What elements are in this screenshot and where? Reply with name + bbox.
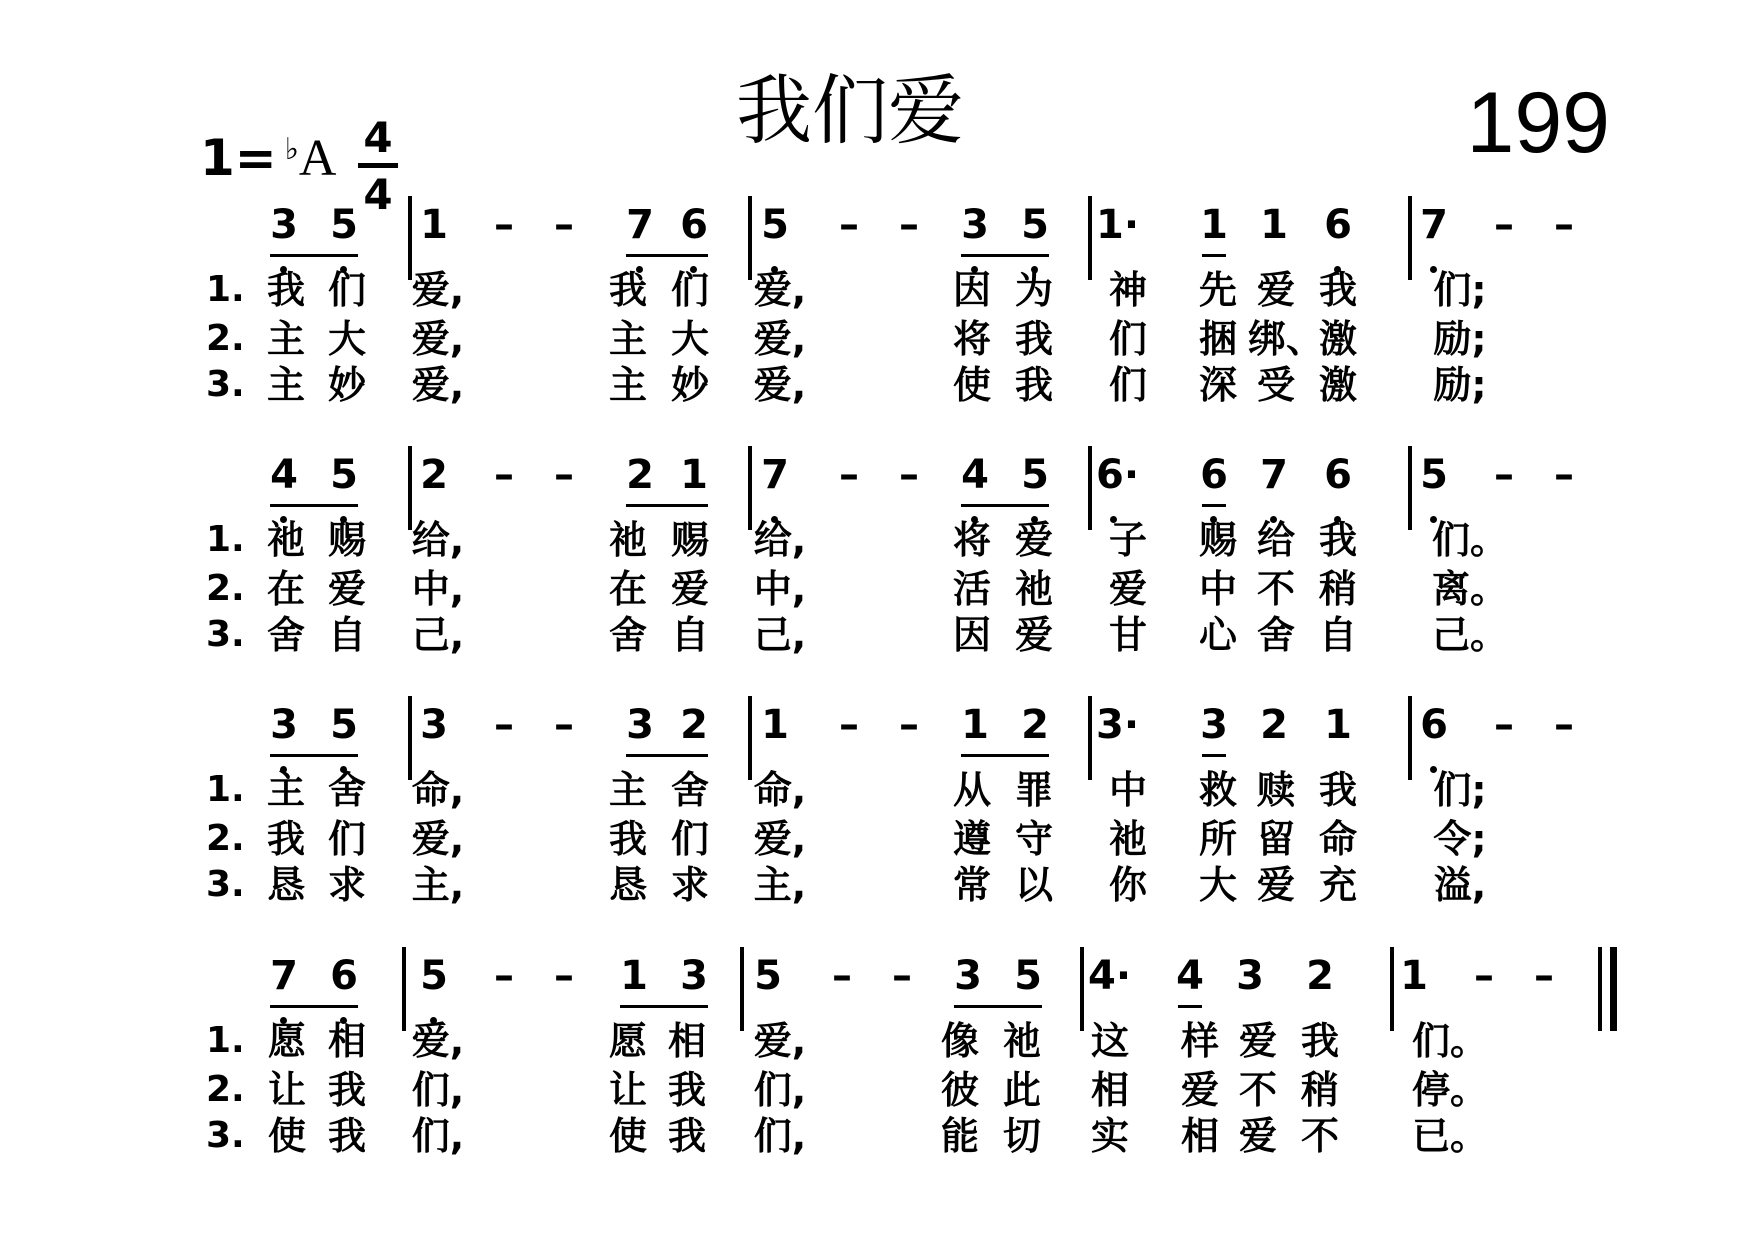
- note-number: 6: [330, 953, 358, 999]
- note-number: 5: [420, 953, 448, 999]
- note-number: 2: [420, 452, 448, 498]
- lyric-syllable: 求: [670, 863, 709, 907]
- lyric-syllable: 深: [1198, 363, 1237, 407]
- lyric-syllable: 因: [952, 613, 991, 657]
- eighth-beam: [961, 254, 1049, 257]
- lyric-syllable: 不: [1256, 567, 1295, 611]
- dash-extension: –: [1494, 452, 1514, 498]
- note-number: 5: [1014, 953, 1042, 999]
- lyric-syllable: 愿: [267, 1019, 306, 1063]
- lyric-syllable: 主: [608, 768, 647, 812]
- note-number: 6·: [1096, 452, 1140, 498]
- lyric-syllable: 爱: [1108, 567, 1147, 611]
- verse-number: 2.: [206, 318, 245, 359]
- lyric-syllable: 我: [667, 1068, 706, 1112]
- eighth-beam: [961, 504, 1049, 507]
- lyric-syllable: 爱: [670, 567, 709, 611]
- lyric-syllable: 此: [1002, 1068, 1041, 1112]
- dash-extension: –: [494, 202, 514, 248]
- eighth-beam: [626, 754, 708, 757]
- lyric-syllable: 我: [1014, 317, 1053, 361]
- lyric-syllable: 主,: [411, 863, 465, 907]
- verse-number: 3.: [206, 614, 245, 655]
- note-number: 1: [961, 702, 989, 748]
- note-number: 4: [1176, 953, 1204, 999]
- lyric-syllable: 们。: [1432, 518, 1509, 562]
- lyric-syllable: 切: [1002, 1114, 1041, 1158]
- lyric-syllable: 们: [327, 817, 366, 861]
- lyric-syllable: 己,: [411, 613, 465, 657]
- lyric-syllable: 活: [952, 567, 991, 611]
- note-number: 3: [270, 202, 298, 248]
- lyric-syllable: 离。: [1432, 567, 1509, 611]
- barline: [740, 947, 744, 1031]
- lyric-syllable: 让: [267, 1068, 306, 1112]
- lyric-syllable: 你: [1108, 863, 1147, 907]
- verse-number: 1.: [206, 519, 245, 560]
- dash-extension: –: [839, 202, 859, 248]
- lyric-syllable: 们: [1108, 363, 1147, 407]
- lyric-syllable: 爱: [1238, 1114, 1277, 1158]
- note-number: 3: [680, 953, 708, 999]
- note-number: 1: [620, 953, 648, 999]
- lyric-syllable: 我: [1014, 363, 1053, 407]
- lyric-syllable: 爱,: [411, 1019, 465, 1063]
- dash-extension: –: [899, 702, 919, 748]
- lyric-syllable: 祂: [1014, 567, 1053, 611]
- lyric-syllable: 留: [1256, 817, 1295, 861]
- music-system: [0, 700, 1754, 950]
- note-number: 2: [1260, 702, 1288, 748]
- dash-extension: –: [1534, 953, 1554, 999]
- note-number: 3: [961, 202, 989, 248]
- lyric-syllable: 爱,: [753, 363, 807, 407]
- lyric-syllable: 像: [940, 1019, 979, 1063]
- lyric-syllable: 主: [608, 317, 647, 361]
- note-number: 6: [680, 202, 708, 248]
- lyric-syllable: 赎: [1256, 768, 1295, 812]
- lyric-syllable: 励;: [1433, 317, 1487, 361]
- lyric-syllable: 爱,: [411, 317, 465, 361]
- lyric-syllable: 相: [1180, 1114, 1219, 1158]
- music-system: [0, 200, 1754, 450]
- lyric-syllable: 子: [1108, 518, 1147, 562]
- lyric-syllable: 守: [1014, 817, 1053, 861]
- note-number: 4: [270, 452, 298, 498]
- lyric-syllable: 爱,: [411, 817, 465, 861]
- note-number: 5: [1420, 452, 1448, 498]
- verse-number: 1.: [206, 1020, 245, 1061]
- final-barline-thick: [1610, 947, 1617, 1031]
- verse-number: 3.: [206, 364, 245, 405]
- note-number: 4: [961, 452, 989, 498]
- note-number: 7: [1260, 452, 1288, 498]
- lyric-syllable: 命,: [411, 768, 465, 812]
- lyric-syllable: 将: [952, 518, 991, 562]
- lyric-syllable: 大: [1198, 863, 1237, 907]
- lyric-syllable: 爱: [1014, 613, 1053, 657]
- verse-number: 2.: [206, 818, 245, 859]
- barline: [1088, 696, 1092, 780]
- eighth-beam: [954, 1005, 1042, 1008]
- verse-number: 1.: [206, 769, 245, 810]
- lyric-syllable: 爱,: [753, 268, 807, 312]
- lyric-syllable: 自: [670, 613, 709, 657]
- lyric-syllable: 们;: [1433, 768, 1487, 812]
- note-number: 1: [420, 202, 448, 248]
- eighth-beam: [270, 254, 358, 257]
- lyric-syllable: 们: [670, 817, 709, 861]
- lyric-syllable: 溢,: [1433, 863, 1487, 907]
- barline: [1088, 196, 1092, 280]
- lyric-syllable: 命: [1318, 817, 1357, 861]
- lyric-syllable: 让: [608, 1068, 647, 1112]
- dash-extension: –: [494, 452, 514, 498]
- eighth-beam: [1202, 504, 1226, 507]
- note-number: 7: [761, 452, 789, 498]
- lyric-syllable: 激: [1318, 363, 1357, 407]
- lyric-syllable: 赐: [1198, 518, 1237, 562]
- note-number: 1: [1400, 953, 1428, 999]
- lyric-syllable: 使: [267, 1114, 306, 1158]
- lyric-syllable: 因: [952, 268, 991, 312]
- note-number: 6: [1324, 202, 1352, 248]
- eighth-beam: [270, 1005, 358, 1008]
- note-number: 5: [330, 702, 358, 748]
- eighth-beam: [270, 754, 358, 757]
- lyric-syllable: 爱,: [411, 363, 465, 407]
- lyric-syllable: 主: [266, 768, 305, 812]
- lyric-syllable: 为: [1014, 268, 1053, 312]
- lyric-syllable: 祂: [1108, 817, 1147, 861]
- lyric-syllable: 我: [1318, 268, 1357, 312]
- note-number: 3: [626, 702, 654, 748]
- lyric-syllable: 主: [608, 363, 647, 407]
- lyric-syllable: 妙: [670, 363, 709, 407]
- lyric-syllable: 心: [1198, 613, 1237, 657]
- lyric-syllable: 中: [1198, 567, 1237, 611]
- eighth-beam: [270, 504, 358, 507]
- lyric-syllable: 舍: [1256, 613, 1295, 657]
- note-number: 1: [680, 452, 708, 498]
- verse-number: 2.: [206, 568, 245, 609]
- lyric-syllable: 祂: [608, 518, 647, 562]
- lyric-syllable: 们: [670, 268, 709, 312]
- lyric-syllable: 爱,: [411, 268, 465, 312]
- note-number: 3: [954, 953, 982, 999]
- time-signature-bottom: 4: [363, 170, 393, 219]
- lyric-syllable: 爱: [1256, 863, 1295, 907]
- barline: [1088, 446, 1092, 530]
- lyric-syllable: 己。: [1432, 613, 1509, 657]
- note-number: 5: [330, 452, 358, 498]
- dash-extension: –: [1554, 452, 1574, 498]
- lyric-syllable: 我: [266, 268, 305, 312]
- note-number: 5: [1021, 202, 1049, 248]
- lyric-syllable: 我: [667, 1114, 706, 1158]
- lyric-syllable: 励;: [1433, 363, 1487, 407]
- lyric-syllable: 我: [608, 268, 647, 312]
- lyric-syllable: 先: [1198, 268, 1237, 312]
- dash-extension: –: [494, 702, 514, 748]
- lyric-syllable: 祂: [1002, 1019, 1041, 1063]
- lyric-syllable: 这: [1090, 1019, 1129, 1063]
- lyric-syllable: 在: [266, 567, 305, 611]
- eighth-beam: [1178, 1005, 1202, 1008]
- music-system: [0, 951, 1754, 1201]
- verse-number: 3.: [206, 864, 245, 905]
- hymn-title: 我们爱: [736, 66, 964, 155]
- dash-extension: –: [554, 953, 574, 999]
- barline: [1408, 696, 1412, 780]
- lyric-syllable: 能: [940, 1114, 979, 1158]
- verse-number: 2.: [206, 1069, 245, 1110]
- lyric-syllable: 甘: [1108, 613, 1147, 657]
- lyric-syllable: 实: [1090, 1114, 1129, 1158]
- note-number: 6: [1420, 702, 1448, 748]
- dash-extension: –: [839, 702, 859, 748]
- lyric-syllable: 彼: [940, 1068, 979, 1112]
- lyric-syllable: 爱,: [753, 1019, 807, 1063]
- lyric-syllable: 爱: [1256, 268, 1295, 312]
- lyric-syllable: 遵: [952, 817, 991, 861]
- note-number: 6: [1324, 452, 1352, 498]
- lyric-syllable: 主: [266, 363, 305, 407]
- lyric-syllable: 给,: [753, 518, 807, 562]
- lyric-syllable: 爱: [1238, 1019, 1277, 1063]
- dash-extension: –: [1494, 702, 1514, 748]
- note-number: 2: [680, 702, 708, 748]
- note-number: 1: [1324, 702, 1352, 748]
- lyric-syllable: 赐: [327, 518, 366, 562]
- eighth-beam: [1202, 754, 1226, 757]
- lyric-syllable: 神: [1108, 268, 1147, 312]
- eighth-beam: [1202, 254, 1226, 257]
- lyric-syllable: 相: [327, 1019, 366, 1063]
- note-number: 1: [1200, 202, 1228, 248]
- note-number: 5: [761, 202, 789, 248]
- lyric-syllable: 舍: [266, 613, 305, 657]
- barline: [1408, 196, 1412, 280]
- lyric-syllable: 爱,: [753, 817, 807, 861]
- note-number: 3: [1200, 702, 1228, 748]
- lyric-syllable: 大: [327, 317, 366, 361]
- lyric-syllable: 恳: [266, 863, 305, 907]
- lyric-syllable: 们: [1108, 317, 1147, 361]
- key-note: A: [298, 130, 337, 187]
- note-number: 3: [420, 702, 448, 748]
- lyric-syllable: 爱: [327, 567, 366, 611]
- lyric-syllable: 我: [1300, 1019, 1339, 1063]
- lyric-syllable: 们。: [1412, 1019, 1489, 1063]
- lyric-syllable: 命,: [753, 768, 807, 812]
- time-signature-top: 4: [363, 113, 393, 162]
- lyric-syllable: 中,: [753, 567, 807, 611]
- lyric-syllable: 常: [952, 863, 991, 907]
- lyric-syllable: 爱: [1180, 1068, 1219, 1112]
- note-number: 5: [330, 202, 358, 248]
- note-number: 2: [1306, 953, 1334, 999]
- hymn-number: 199: [1466, 75, 1610, 171]
- dash-extension: –: [839, 452, 859, 498]
- lyric-syllable: 祂: [266, 518, 305, 562]
- lyric-syllable: 我: [327, 1068, 366, 1112]
- barline: [1408, 446, 1412, 530]
- lyric-syllable: 在: [608, 567, 647, 611]
- lyric-syllable: 捆: [1198, 317, 1237, 361]
- lyric-syllable: 舍: [670, 768, 709, 812]
- dash-extension: –: [554, 202, 574, 248]
- note-number: 3·: [1096, 702, 1140, 748]
- lyric-syllable: 恳: [608, 863, 647, 907]
- note-number: 5: [754, 953, 782, 999]
- lyric-syllable: 从: [952, 768, 991, 812]
- verse-number: 1.: [206, 269, 245, 310]
- music-system: [0, 450, 1754, 700]
- dash-extension: –: [1474, 953, 1494, 999]
- barline: [1390, 947, 1394, 1031]
- lyric-syllable: 己,: [753, 613, 807, 657]
- lyric-syllable: 主,: [753, 863, 807, 907]
- lyric-syllable: 罪: [1014, 768, 1053, 812]
- dash-extension: –: [554, 452, 574, 498]
- lyric-syllable: 主: [266, 317, 305, 361]
- lyric-syllable: 使: [608, 1114, 647, 1158]
- lyric-syllable: 相: [667, 1019, 706, 1063]
- lyric-syllable: 将: [952, 317, 991, 361]
- eighth-beam: [626, 254, 708, 257]
- note-number: 7: [626, 202, 654, 248]
- eighth-beam: [961, 754, 1049, 757]
- note-number: 7: [1420, 202, 1448, 248]
- note-number: 2: [626, 452, 654, 498]
- note-number: 2: [1021, 702, 1049, 748]
- lyric-syllable: 所: [1198, 817, 1237, 861]
- dash-extension: –: [899, 452, 919, 498]
- lyric-syllable: 我: [327, 1114, 366, 1158]
- lyric-syllable: 自: [1318, 613, 1357, 657]
- lyric-syllable: 稍: [1318, 567, 1357, 611]
- dash-extension: –: [1554, 702, 1574, 748]
- key-one: 1: [200, 129, 235, 187]
- dash-extension: –: [899, 202, 919, 248]
- note-number: 1: [1260, 202, 1288, 248]
- key-label: [200, 120, 336, 189]
- lyric-syllable: 舍: [327, 768, 366, 812]
- dash-extension: –: [1554, 202, 1574, 248]
- dash-extension: –: [832, 953, 852, 999]
- lyric-syllable: 们,: [411, 1068, 465, 1112]
- lyric-syllable: 停。: [1412, 1068, 1489, 1112]
- dash-extension: –: [494, 953, 514, 999]
- lyric-syllable: 们,: [753, 1068, 807, 1112]
- lyric-syllable: 样: [1180, 1019, 1219, 1063]
- lyric-syllable: 相: [1090, 1068, 1129, 1112]
- lyric-syllable: 给,: [411, 518, 465, 562]
- lyric-syllable: 们;: [1433, 268, 1487, 312]
- lyric-syllable: 我: [1318, 518, 1357, 562]
- lyric-syllable: 救: [1198, 768, 1237, 812]
- lyric-syllable: 稍: [1300, 1068, 1339, 1112]
- lyric-syllable: 已。: [1412, 1114, 1489, 1158]
- dash-extension: –: [892, 953, 912, 999]
- lyric-syllable: 不: [1300, 1114, 1339, 1158]
- lyric-syllable: 们: [327, 268, 366, 312]
- lyric-syllable: 令;: [1433, 817, 1487, 861]
- final-barline-thin: [1598, 947, 1602, 1031]
- lyric-syllable: 妙: [327, 363, 366, 407]
- note-number: 5: [1021, 452, 1049, 498]
- lyric-syllable: 我: [608, 817, 647, 861]
- barline: [402, 947, 406, 1031]
- lyric-syllable: 给: [1256, 518, 1295, 562]
- lyric-syllable: 舍: [608, 613, 647, 657]
- lyric-syllable: 爱: [1014, 518, 1053, 562]
- note-number: 6: [1200, 452, 1228, 498]
- lyric-syllable: 愿: [608, 1019, 647, 1063]
- lyric-syllable: 以: [1014, 863, 1053, 907]
- lyric-syllable: 中,: [411, 567, 465, 611]
- lyric-syllable: 使: [952, 363, 991, 407]
- lyric-syllable: 们,: [753, 1114, 807, 1158]
- lyric-syllable: 自: [327, 613, 366, 657]
- note-number: 1: [761, 702, 789, 748]
- note-number: 3: [270, 702, 298, 748]
- key-equals: =: [234, 129, 277, 187]
- note-number: 7: [270, 953, 298, 999]
- note-number: 1·: [1096, 202, 1140, 248]
- lyric-syllable: 爱,: [753, 317, 807, 361]
- lyric-syllable: 求: [327, 863, 366, 907]
- lyric-syllable: 中: [1108, 768, 1147, 812]
- dash-extension: –: [554, 702, 574, 748]
- lyric-syllable: 赐: [670, 518, 709, 562]
- lyric-syllable: 绑、: [1248, 317, 1325, 361]
- verse-number: 3.: [206, 1115, 245, 1156]
- lyric-syllable: 我: [266, 817, 305, 861]
- lyric-syllable: 我: [1318, 768, 1357, 812]
- lyric-syllable: 大: [670, 317, 709, 361]
- time-signature-line: [358, 163, 398, 168]
- eighth-beam: [626, 504, 708, 507]
- eighth-beam: [620, 1005, 708, 1008]
- note-number: 4·: [1088, 953, 1132, 999]
- lyric-syllable: 们,: [411, 1114, 465, 1158]
- lyric-syllable: 受: [1256, 363, 1295, 407]
- dash-extension: –: [1494, 202, 1514, 248]
- flat-sign: ♭: [284, 132, 299, 167]
- lyric-syllable: 激: [1318, 317, 1357, 361]
- note-number: 3: [1236, 953, 1264, 999]
- lyric-syllable: 充: [1318, 863, 1357, 907]
- lyric-syllable: 不: [1238, 1068, 1277, 1112]
